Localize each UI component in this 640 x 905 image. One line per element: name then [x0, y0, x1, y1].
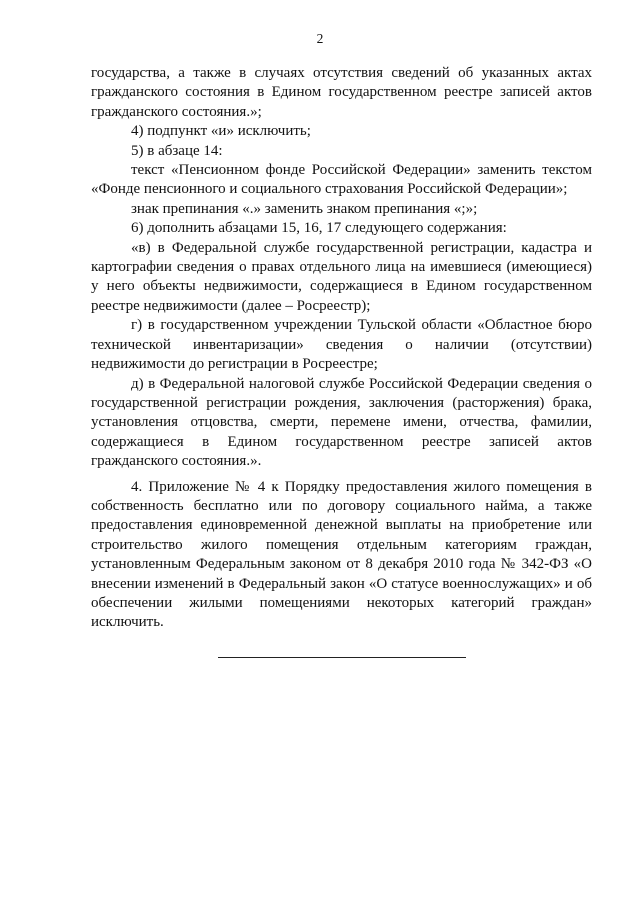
page-number: 2 [316, 31, 324, 46]
paragraph-subitem-5: 5) в абзаце 14: [131, 142, 223, 159]
paragraph-punctuation-replacement: знак препинания «.» заменить знаком препинания «;»; [131, 200, 478, 217]
paragraph-text-replacement: текст «Пенсионном фонде Российской Федерации» заменить текстом «Фонде пенсионного и социального страхования Российской Федерации»; [91, 162, 592, 198]
paragraph-item-g: г) в государственном учреждении Тульской области «Областное бюро технической инвентаризации» сведения о наличии (отсутствии) недвижимости до регистрации в Росреестре; [91, 317, 592, 373]
paragraph-item-d: д) в Федеральной налоговой службе Российской Федерации сведения о государственной регистрации рождения, заключения (расторжения) брака, установления отцовства, смерти, перемене имени, отчества, фамилии, содержащиеся в Едином государственном реестре записей актов гражданского состояния.». [91, 375, 592, 470]
paragraph-continuation: государства, а также в случаях отсутствия сведений об указанных актах гражданского состояния в Едином государственном реестре записей актов гражданского состояния.»; [91, 65, 592, 120]
document-body [91, 64, 592, 633]
paragraph-subitem-6: 6) дополнить абзацами 15, 16, 17 следующего содержания: [131, 220, 507, 237]
end-divider-line [218, 657, 466, 658]
paragraph-item-v: «в) в Федеральной службе государственной регистрации, кадастра и картографии сведения о правах отдельного лица на имевшиеся (имеющиеся) у него объекты недвижимости, содержащиеся в Едином государственном реестре недвижимости (далее – Росреестр); [91, 239, 592, 314]
paragraph-item-4: 4. Приложение № 4 к Порядку предоставления жилого помещения в собственность бесплатно или по договору социального найма, а также предоставления единовременной денежной выплаты на приобретение или строительство жилого помещения отдельным категориям граждан, установленным Федеральным законом от 8 декабря 2010 года № 342-ФЗ «О внесении изменений в Федеральный закон «О статусе военнослужащих» и об обеспечении жилыми помещениями некоторых категорий граждан» исключить. [91, 478, 592, 631]
paragraph-subitem-4: 4) подпункт «и» исключить; [131, 123, 311, 140]
